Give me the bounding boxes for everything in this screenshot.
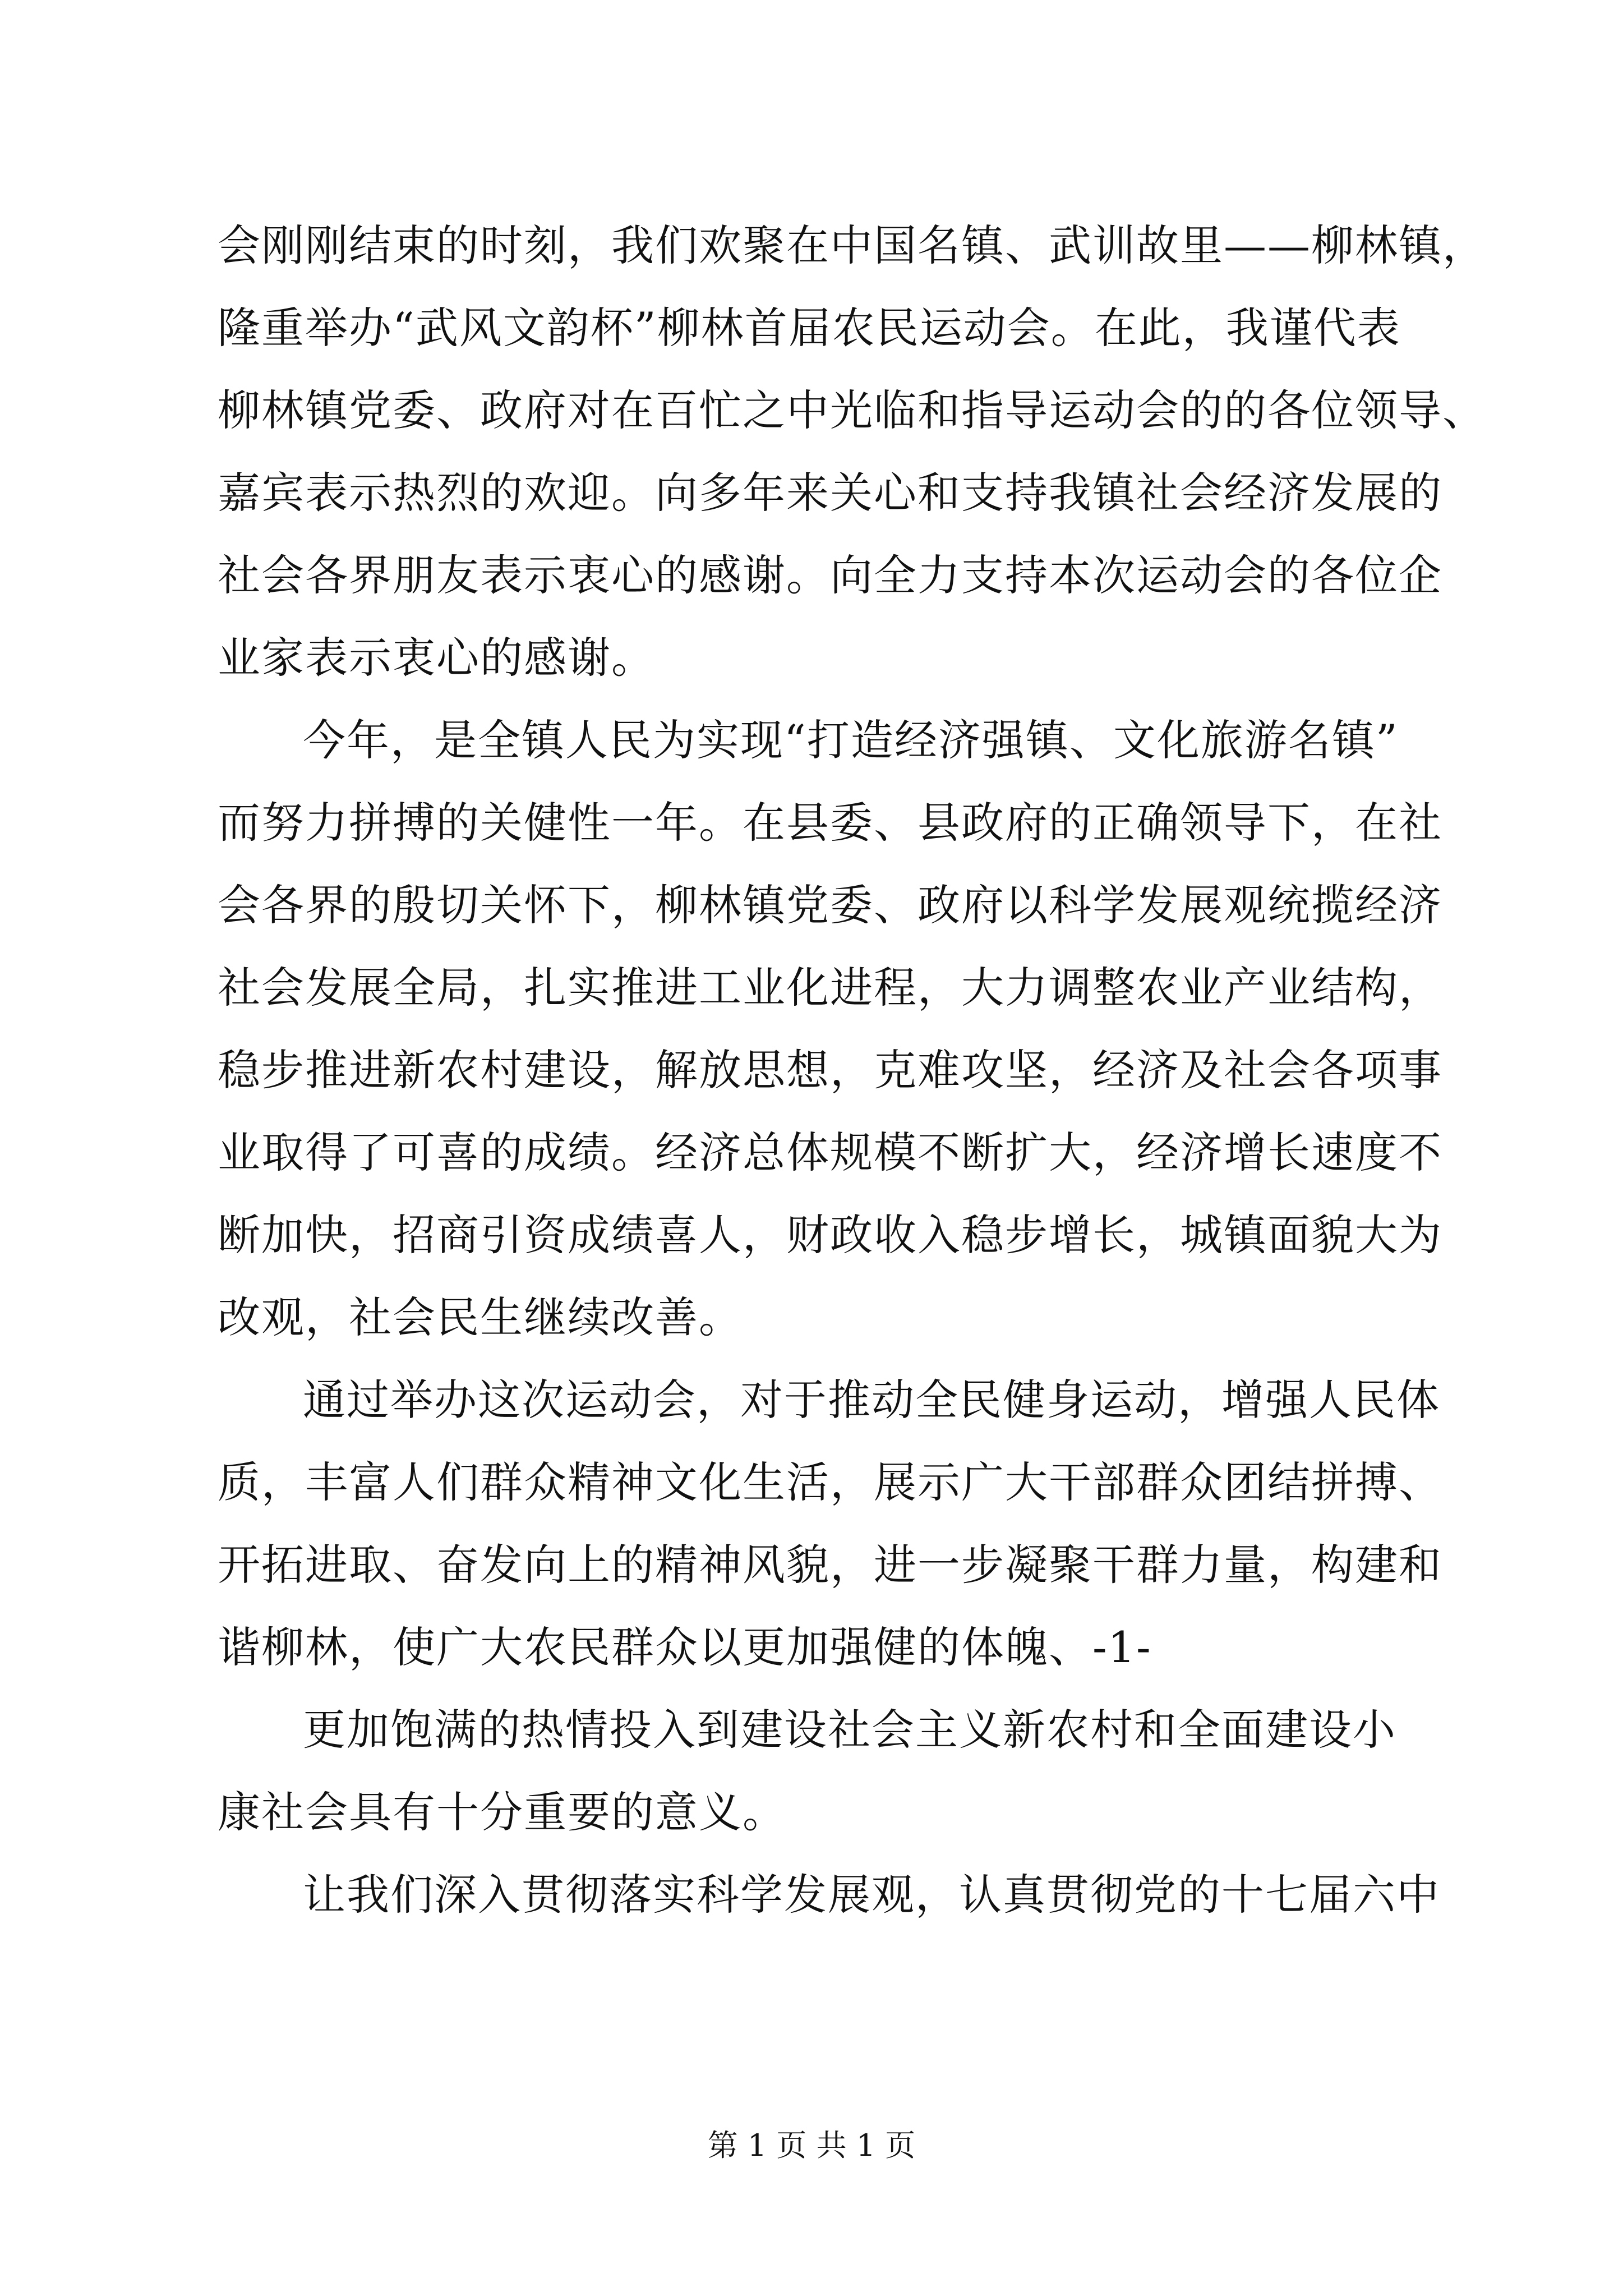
- text-line: 会各界的殷切关怀下，柳林镇党委、政府以科学发展观统揽经济: [218, 880, 1442, 930]
- text-line: 业取得了可喜的成绩。经济总体规模不断扩大，经济增长速度不: [218, 1128, 1442, 1177]
- text-line: 隆重举办“武风文韵杯”柳林首届农民运动会。在此，我谨代表: [218, 303, 1401, 353]
- text-line: 社会各界朋友表示衷心的感谢。向全力支持本次运动会的各位企: [218, 550, 1442, 600]
- text-line: 康社会具有十分重要的意义。: [218, 1787, 786, 1837]
- text-line: 稳步推进新农村建设，解放思想，克难攻坚，经济及社会各项事: [218, 1045, 1442, 1095]
- text-line: 谐柳林，使广大农民群众以更加强健的体魄、-1-: [218, 1622, 1152, 1672]
- text-line: 通过举办这次运动会，对于推动全民健身运动，增强人民体: [303, 1375, 1440, 1425]
- text-line: 让我们深入贯彻落实科学发展观，认真贯彻党的十七届六中: [303, 1870, 1440, 1920]
- text-line: 柳林镇党委、政府对在百忙之中光临和指导运动会的的各位领导、: [218, 385, 1486, 435]
- text-line: 而努力拼搏的关健性一年。在县委、县政府的正确领导下，在社: [218, 798, 1442, 848]
- page-footer: 第 1 页 共 1 页: [707, 2128, 916, 2163]
- text-line: 业家表示衷心的感谢。: [218, 633, 655, 683]
- text-line: 社会发展全局，扎实推进工业化进程，大力调整农业产业结构，: [218, 963, 1442, 1013]
- text-line: 质，丰富人们群众精神文化生活，展示广大干部群众团结拼搏、: [218, 1457, 1442, 1507]
- text-line: 嘉宾表示热烈的欢迎。向多年来关心和支持我镇社会经济发展的: [218, 468, 1442, 518]
- text-line: 会刚刚结束的时刻，我们欢聚在中国名镇、武训故里——柳林镇，: [218, 220, 1486, 270]
- text-line: 改观，社会民生继续改善。: [218, 1292, 743, 1342]
- text-line: 断加快，招商引资成绩喜人，财政收入稳步增长，城镇面貌大为: [218, 1210, 1442, 1260]
- text-line: 今年，是全镇人民为实现“打造经济强镇、文化旅游名镇”: [303, 715, 1399, 765]
- text-line: 开拓进取、奋发向上的精神风貌，进一步凝聚干群力量，构建和: [218, 1540, 1442, 1590]
- text-line: 更加饱满的热情投入到建设社会主义新农村和全面建设小: [303, 1705, 1396, 1755]
- body-text: [218, 220, 1486, 1956]
